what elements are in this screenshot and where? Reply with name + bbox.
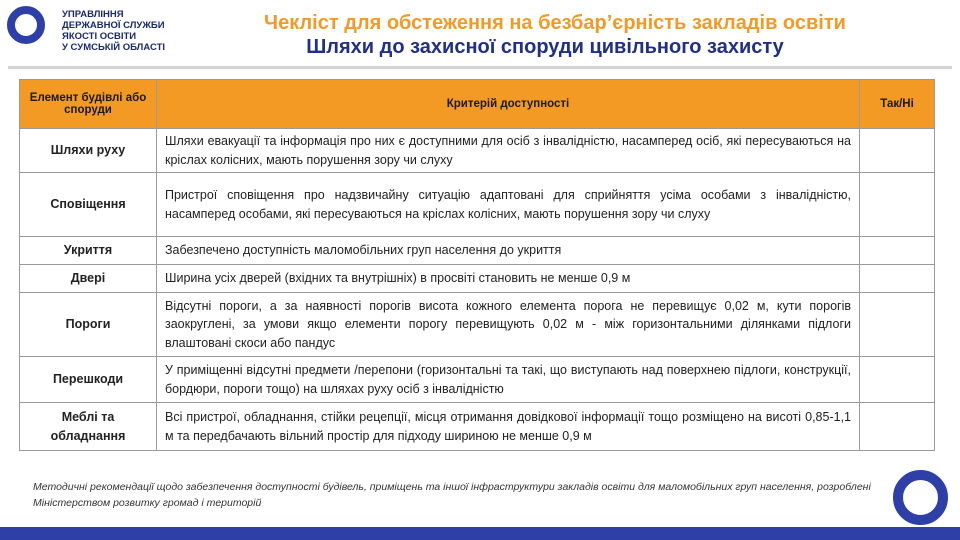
row-criterion: Всі пристрої, обладнання, стійки рецепції, місця отримання довідкової інформації тощо розміщено на висоті 0,85-1,1 м та передбачають вільний простір для підходу шириною не менше 0,9 м (157, 403, 860, 451)
org-line: УПРАВЛІННЯ (62, 9, 124, 20)
header-element: Елемент будівлі або споруди (20, 80, 157, 129)
corner-ring-icon (893, 470, 948, 525)
row-answer-cell[interactable] (860, 129, 935, 173)
row-criterion: Забезпечено доступність маломобільних груп населення до укриття (157, 237, 860, 265)
header-criterion: Критерій доступності (157, 80, 860, 129)
row-answer-cell[interactable] (860, 173, 935, 237)
row-criterion: Шляхи евакуації та інформація про них є доступними для осіб з інвалідністю, насамперед осіб, які пересуваються на кріслах колісних, мають порушення зору чи слуху (157, 129, 860, 173)
page-subtitle: Шляхи до захисної споруди цивільного захисту (306, 36, 784, 58)
table-row (20, 265, 935, 293)
row-element: Сповіщення (20, 173, 157, 237)
row-element: Шляхи руху (20, 129, 157, 173)
page-title: Чекліст для обстеження на безбар’єрність закладів освіти (264, 12, 846, 34)
table-row (20, 173, 935, 237)
table-row (20, 403, 935, 451)
row-answer-cell[interactable] (860, 293, 935, 357)
row-element: Меблі та обладнання (20, 403, 157, 451)
row-answer-cell[interactable] (860, 357, 935, 403)
row-answer-cell[interactable] (860, 403, 935, 451)
org-line: ЯКОСТІ ОСВІТИ (62, 31, 137, 42)
row-criterion: У приміщенні відсутні предмети /перепони (горизонтальні та такі, що виступають над поверхнею підлоги, конструкції, бордюри, пороги тощо) на шляхах руху осіб з інвалідністю (157, 357, 860, 403)
org-line: ДЕРЖАВНОЇ СЛУЖБИ (62, 20, 165, 31)
org-line: У СУМСЬКІЙ ОБЛАСТІ (62, 42, 166, 53)
header-answer: Так/Ні (860, 80, 935, 129)
row-criterion: Пристрої сповіщення про надзвичайну ситуацію адаптовані для сприйняття усіма особами з інвалідністю, насамперед особами, які пересуваються на кріслах колісних, мають порушення зору чи слуху (157, 173, 860, 237)
header-divider (8, 66, 952, 69)
bottom-bar (0, 527, 960, 540)
row-element: Перешкоди (20, 357, 157, 403)
table-row (20, 293, 935, 357)
table-header-row (20, 80, 935, 129)
row-criterion: Відсутні пороги, а за наявності порогів висота кожного елемента порога не перевищує 0,02 м, кути порогів заокруглені, за умови якщо елементи порогу перевищують 0,02 м - між горизонтальними ділянками підлоги влаштовані скоси або пандус (157, 293, 860, 357)
row-answer-cell[interactable] (860, 265, 935, 293)
row-criterion: Ширина усіх дверей (вхідних та внутрішніх) в просвіті становить не менше 0,9 м (157, 265, 860, 293)
table-row (20, 237, 935, 265)
footnote: Методичні рекомендації щодо забезпечення доступності будівель, приміщень та іншої інфраструктури закладів освіти для маломобільних груп населення, розроблені Міністерством розвитку громад і територій (33, 481, 871, 509)
row-element: Пороги (20, 293, 157, 357)
row-element: Укриття (20, 237, 157, 265)
row-answer-cell[interactable] (860, 237, 935, 265)
table-row (20, 129, 935, 173)
table-row (20, 357, 935, 403)
row-element: Двері (20, 265, 157, 293)
checklist-table (19, 79, 935, 451)
